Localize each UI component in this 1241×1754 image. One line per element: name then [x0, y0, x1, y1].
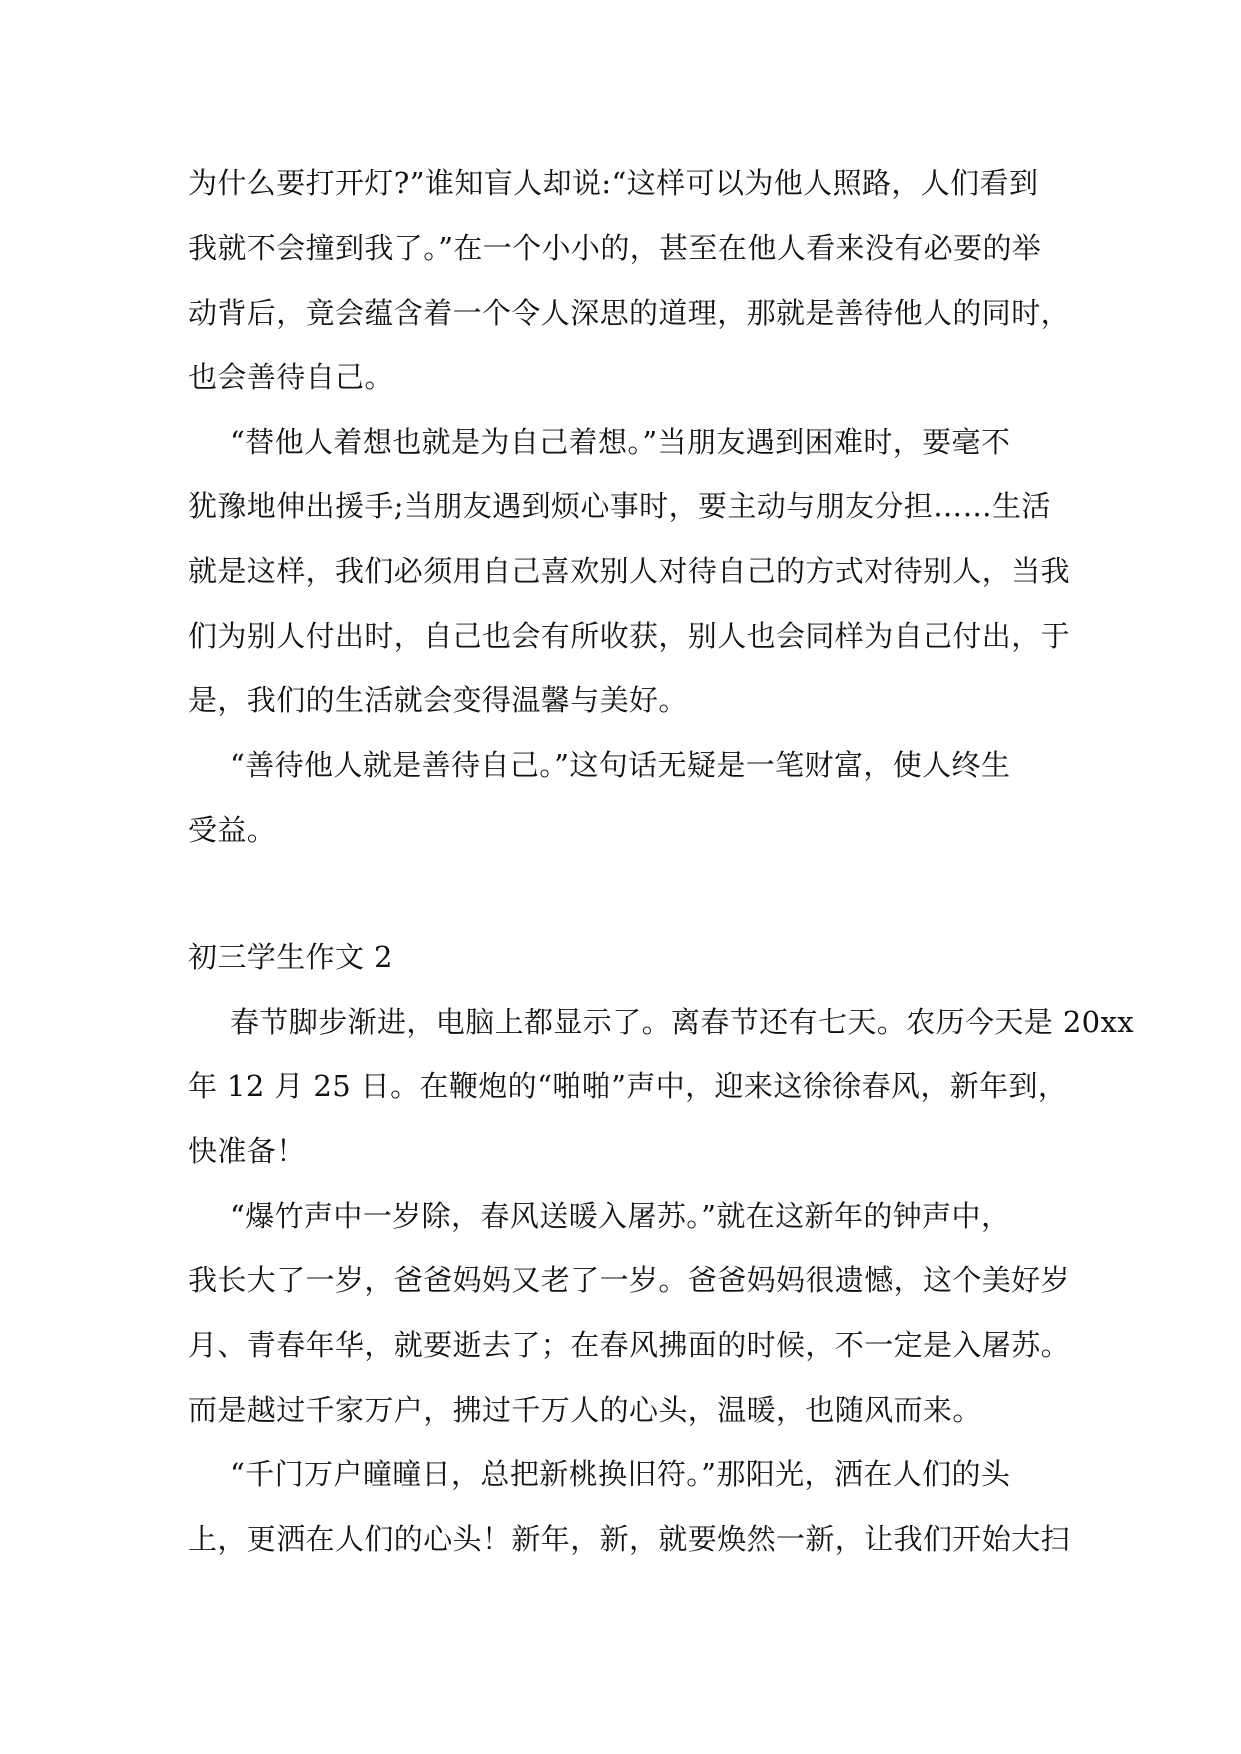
- text-line: “千门万户曈曈日，总把新桃换旧符。”那阳光，洒在人们的头: [230, 1457, 1011, 1491]
- text-line: 们为别人付出时，自己也会有所收获，别人也会同样为自己付出，于: [188, 619, 1071, 653]
- text-line: 我就不会撞到我了。”在一个小小的，甚至在他人看来没有必要的举: [188, 231, 1042, 265]
- text-line: 受益。: [188, 813, 277, 847]
- text-line: 春节脚步渐进，电脑上都显示了。离春节还有七天。农历今天是 20xx: [230, 1005, 1135, 1039]
- text-line: 月、青春年华，就要逝去了；在春风拂面的时候，不一定是入屠苏。: [188, 1328, 1071, 1362]
- text-line: “爆竹声中一岁除，春风送暖入屠苏。”就在这新年的钟声中，: [230, 1199, 1011, 1233]
- section-heading: 初三学生作文 2: [188, 940, 393, 974]
- text-line: 犹豫地伸出援手;当朋友遇到烦心事时，要主动与朋友分担……生活: [188, 489, 1051, 523]
- text-line: 就是这样，我们必须用自己喜欢别人对待自己的方式对待别人，当我: [188, 554, 1071, 588]
- text-line: 为什么要打开灯?”谁知盲人却说:“这样可以为他人照路，人们看到: [188, 166, 1039, 200]
- text-line: 是，我们的生活就会变得温馨与美好。: [188, 683, 688, 717]
- text-line: 上，更洒在人们的心头！新年，新，就要焕然一新，让我们开始大扫: [188, 1522, 1071, 1556]
- text-line: 而是越过千家万户，拂过千万人的心头，温暖，也随风而来。: [188, 1393, 982, 1427]
- text-line: “善待他人就是善待自己。”这句话无疑是一笔财富，使人终生: [230, 748, 1011, 782]
- text-line: 年 12 月 25 日。在鞭炮的“啪啪”声中，迎来这徐徐春风，新年到，: [188, 1069, 1068, 1103]
- text-line: 动背后，竟会蕴含着一个令人深思的道理，那就是善待他人的同时，: [188, 296, 1071, 330]
- text-line: 快准备！: [188, 1134, 306, 1168]
- text-line: “替他人着想也就是为自己着想。”当朋友遇到困难时，要毫不: [230, 425, 1011, 459]
- text-line: 也会善待自己。: [188, 360, 394, 394]
- text-line: 我长大了一岁，爸爸妈妈又老了一岁。爸爸妈妈很遗憾，这个美好岁: [188, 1263, 1071, 1297]
